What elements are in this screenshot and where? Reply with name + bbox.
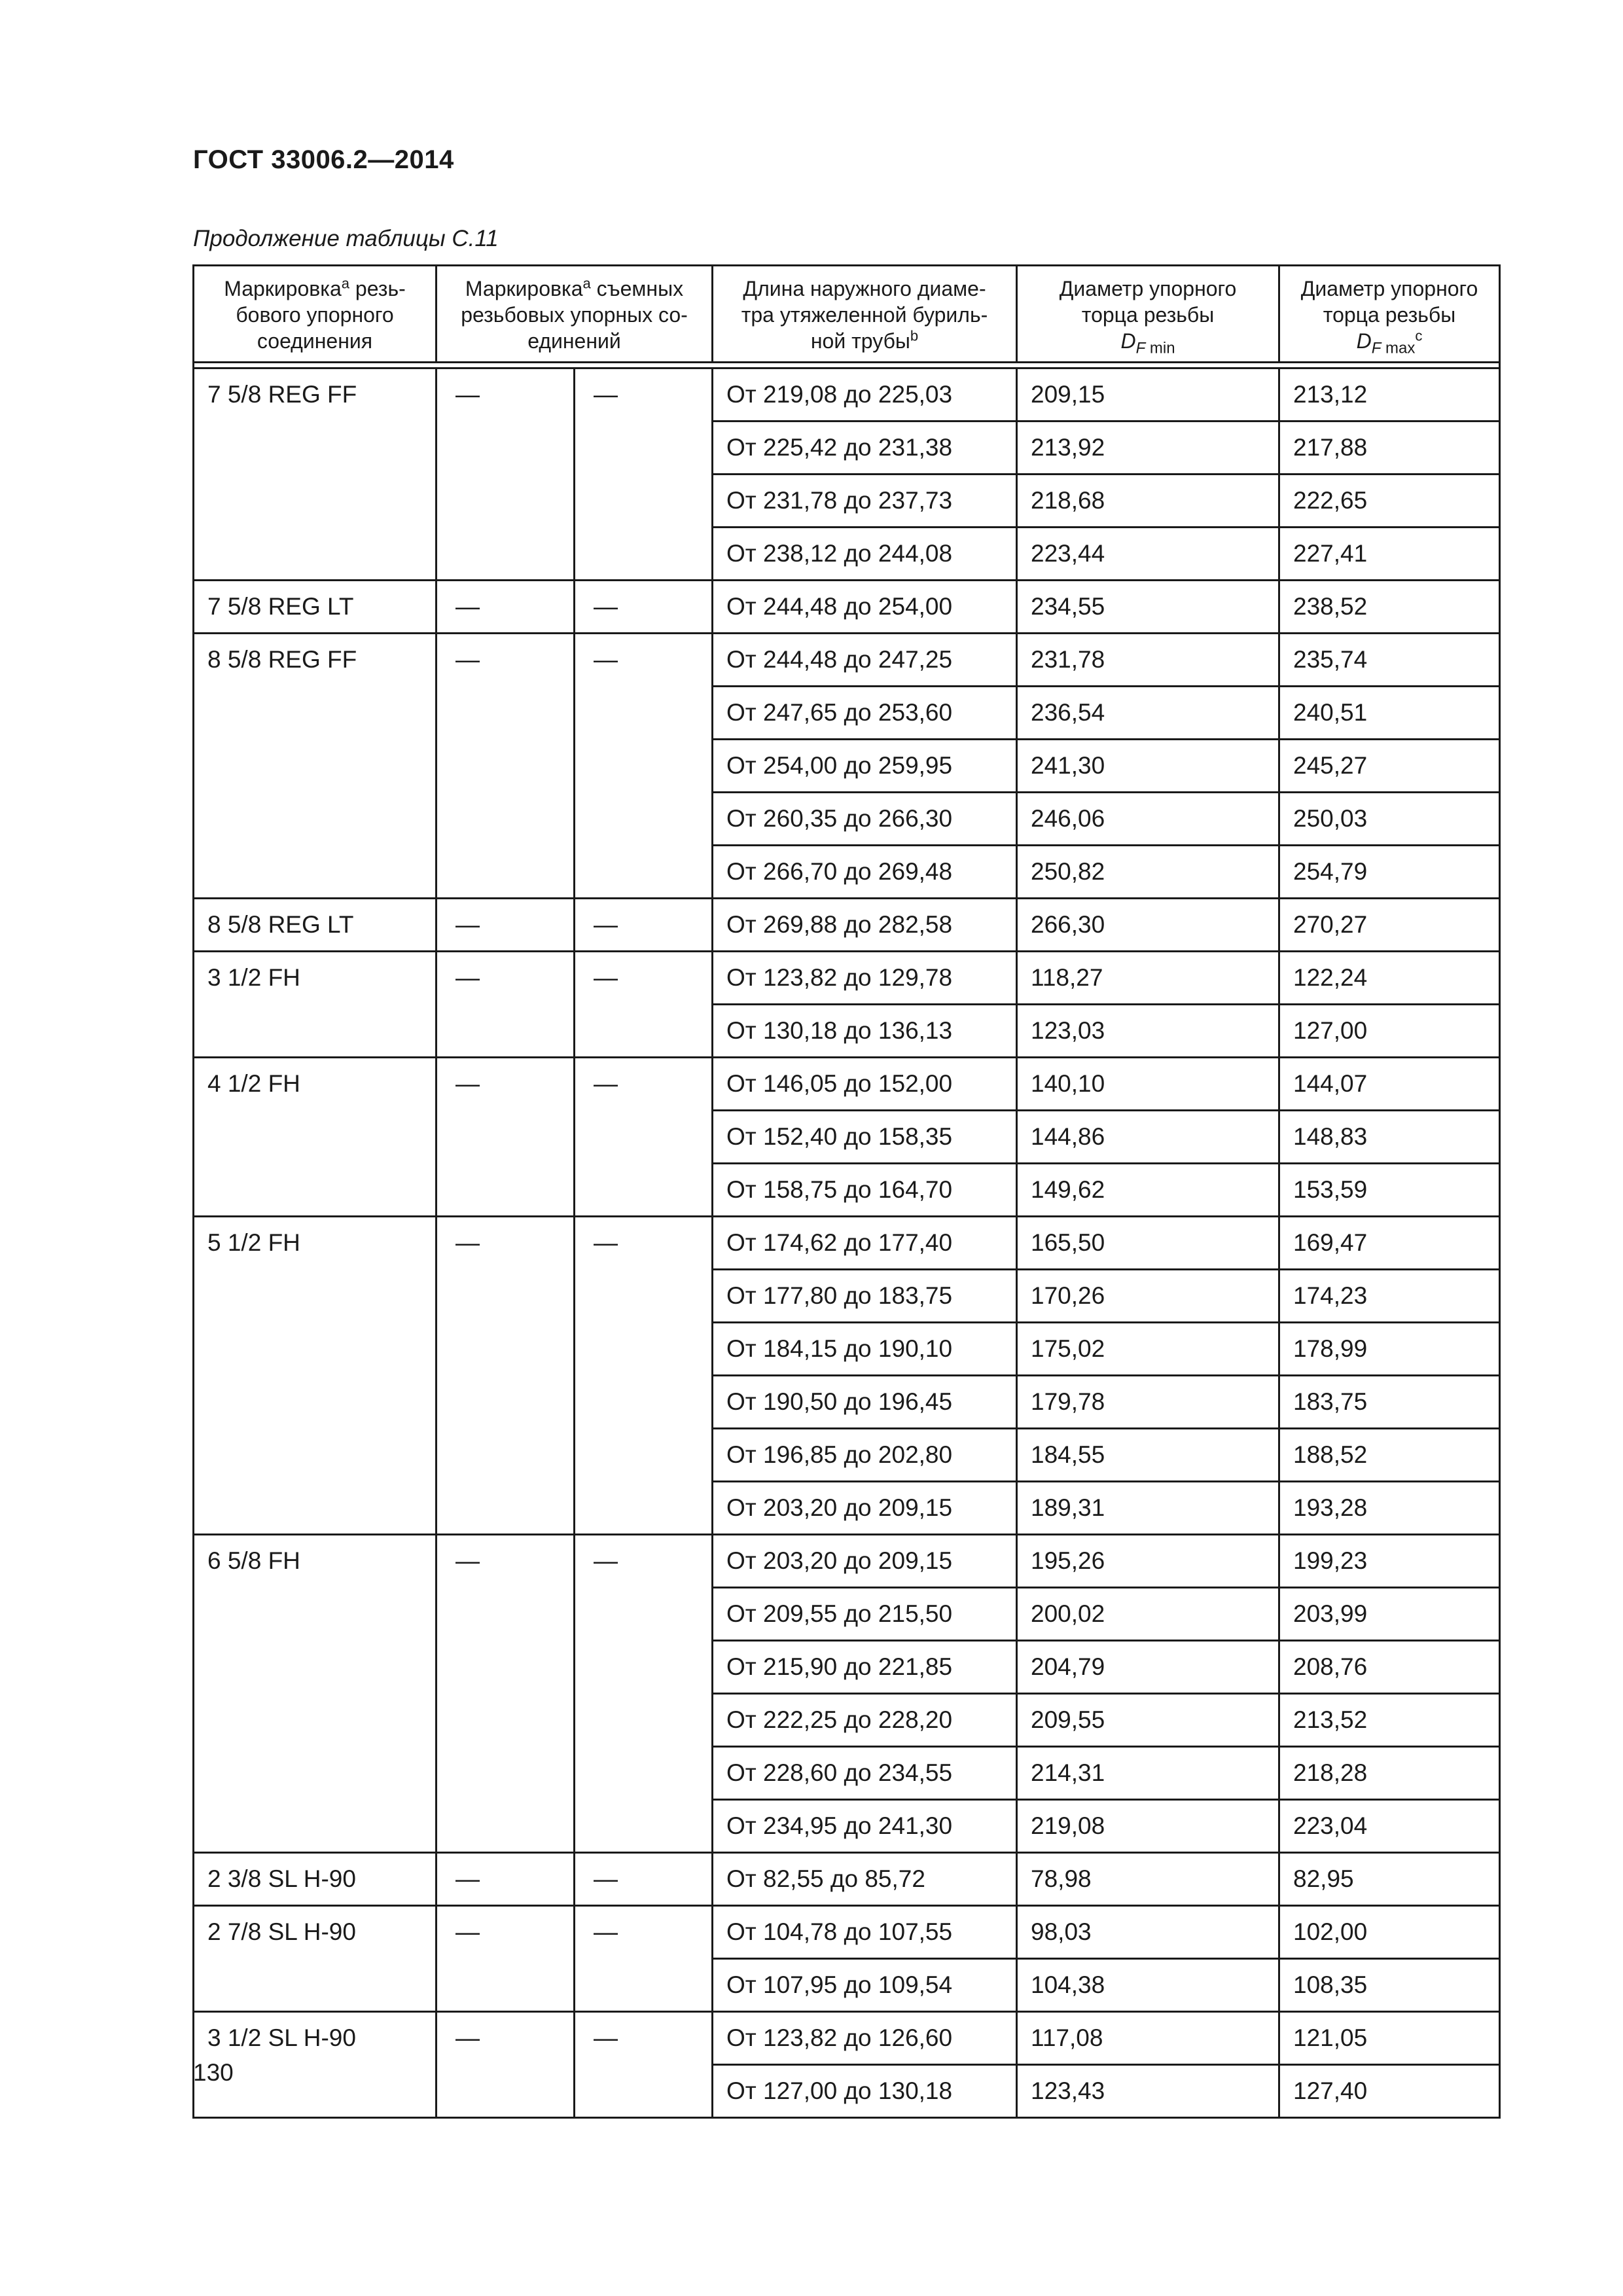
removable-marking-cell: — bbox=[437, 634, 575, 899]
thread-marking-cell: 8 5/8 REG LT bbox=[194, 899, 437, 952]
df-min-cell: 223,44 bbox=[1017, 528, 1279, 581]
removable-marking-cell: — bbox=[437, 1853, 575, 1906]
df-max-cell: 238,52 bbox=[1279, 581, 1500, 634]
df-max-cell: 240,51 bbox=[1279, 687, 1500, 740]
table-header bbox=[194, 266, 1500, 368]
outer-diameter-cell: От 203,20 до 209,15 bbox=[713, 1482, 1017, 1535]
df-min-cell: 250,82 bbox=[1017, 846, 1279, 899]
outer-diameter-cell: От 222,25 до 228,20 bbox=[713, 1694, 1017, 1747]
df-max-cell: 217,88 bbox=[1279, 422, 1500, 475]
df-max-cell: 235,74 bbox=[1279, 634, 1500, 687]
outer-diameter-cell: От 123,82 до 129,78 bbox=[713, 952, 1017, 1005]
table-row bbox=[194, 899, 1500, 952]
df-min-cell: 165,50 bbox=[1017, 1217, 1279, 1270]
removable-marking-cell: — bbox=[575, 1217, 713, 1535]
df-min-cell: 140,10 bbox=[1017, 1058, 1279, 1111]
df-min-cell: 209,55 bbox=[1017, 1694, 1279, 1747]
removable-marking-cell: — bbox=[575, 1058, 713, 1217]
df-min-cell: 78,98 bbox=[1017, 1853, 1279, 1906]
outer-diameter-cell: От 146,05 до 152,00 bbox=[713, 1058, 1017, 1111]
df-min-cell: 123,03 bbox=[1017, 1005, 1279, 1058]
table-row bbox=[194, 1906, 1500, 1959]
df-min-cell: 118,27 bbox=[1017, 952, 1279, 1005]
outer-diameter-cell: От 152,40 до 158,35 bbox=[713, 1111, 1017, 1164]
outer-diameter-cell: От 203,20 до 209,15 bbox=[713, 1535, 1017, 1588]
df-min-cell: 170,26 bbox=[1017, 1270, 1279, 1323]
table-body bbox=[194, 368, 1500, 2118]
removable-marking-cell: — bbox=[437, 1058, 575, 1217]
table-row bbox=[194, 368, 1500, 422]
df-min-cell: 189,31 bbox=[1017, 1482, 1279, 1535]
df-min-cell: 117,08 bbox=[1017, 2012, 1279, 2065]
table-row bbox=[194, 952, 1500, 1005]
table-row bbox=[194, 1853, 1500, 1906]
document-title: ГОСТ 33006.2—2014 bbox=[193, 145, 454, 174]
table-row bbox=[194, 1535, 1500, 1588]
df-min-cell: 214,31 bbox=[1017, 1747, 1279, 1800]
df-min-cell: 175,02 bbox=[1017, 1323, 1279, 1376]
df-max-cell: 245,27 bbox=[1279, 740, 1500, 793]
df-min-cell: 213,92 bbox=[1017, 422, 1279, 475]
table-row bbox=[194, 634, 1500, 687]
df-max-cell: 102,00 bbox=[1279, 1906, 1500, 1959]
outer-diameter-cell: От 127,00 до 130,18 bbox=[713, 2065, 1017, 2118]
df-min-cell: 236,54 bbox=[1017, 687, 1279, 740]
outer-diameter-cell: От 209,55 до 215,50 bbox=[713, 1588, 1017, 1641]
outer-diameter-cell: От 82,55 до 85,72 bbox=[713, 1853, 1017, 1906]
outer-diameter-cell: От 123,82 до 126,60 bbox=[713, 2012, 1017, 2065]
table-caption: Продолжение таблицы С.11 bbox=[193, 226, 499, 251]
outer-diameter-cell: От 225,42 до 231,38 bbox=[713, 422, 1017, 475]
thread-marking-cell: 2 3/8 SL H-90 bbox=[194, 1853, 437, 1906]
removable-marking-cell: — bbox=[575, 1853, 713, 1906]
df-max-cell: 218,28 bbox=[1279, 1747, 1500, 1800]
thread-marking-cell: 4 1/2 FH bbox=[194, 1058, 437, 1217]
df-min-cell: 98,03 bbox=[1017, 1906, 1279, 1959]
table-row bbox=[194, 581, 1500, 634]
df-max-cell: 153,59 bbox=[1279, 1164, 1500, 1217]
df-min-cell: 209,15 bbox=[1017, 368, 1279, 422]
df-max-cell: 148,83 bbox=[1279, 1111, 1500, 1164]
header-outer-diameter: Длина наружного диаме- тра утяжеленной буриль- ной трубы$^b$ bbox=[713, 266, 1017, 363]
removable-marking-cell: — bbox=[437, 1217, 575, 1535]
df-max-cell: 122,24 bbox=[1279, 952, 1500, 1005]
outer-diameter-cell: От 130,18 до 136,13 bbox=[713, 1005, 1017, 1058]
df-min-cell: 218,68 bbox=[1017, 475, 1279, 528]
thread-marking-cell: 7 5/8 REG LT bbox=[194, 581, 437, 634]
thread-marking-cell: 8 5/8 REG FF bbox=[194, 634, 437, 899]
removable-marking-cell: — bbox=[437, 952, 575, 1058]
thread-marking-cell: 5 1/2 FH bbox=[194, 1217, 437, 1535]
header-removable-marking: Маркировка$^a$ съемных резьбовых упорных со- единений bbox=[437, 266, 713, 363]
df-max-cell: 227,41 bbox=[1279, 528, 1500, 581]
df-max-cell: 188,52 bbox=[1279, 1429, 1500, 1482]
removable-marking-cell: — bbox=[437, 1535, 575, 1853]
removable-marking-cell: — bbox=[575, 952, 713, 1058]
header-df-max: Диаметр упорного торца резьбы $D_{F max}^c$ bbox=[1279, 266, 1500, 363]
df-min-cell: 200,02 bbox=[1017, 1588, 1279, 1641]
outer-diameter-cell: От 174,62 до 177,40 bbox=[713, 1217, 1017, 1270]
df-max-cell: 178,99 bbox=[1279, 1323, 1500, 1376]
removable-marking-cell: — bbox=[575, 634, 713, 899]
df-max-cell: 127,00 bbox=[1279, 1005, 1500, 1058]
df-max-cell: 213,52 bbox=[1279, 1694, 1500, 1747]
thread-marking-cell: 2 7/8 SL H-90 bbox=[194, 1906, 437, 2012]
thread-marking-cell: 3 1/2 SL H-90 bbox=[194, 2012, 437, 2118]
df-max-cell: 108,35 bbox=[1279, 1959, 1500, 2012]
df-max-cell: 270,27 bbox=[1279, 899, 1500, 952]
df-max-cell: 121,05 bbox=[1279, 2012, 1500, 2065]
outer-diameter-cell: От 215,90 до 221,85 bbox=[713, 1641, 1017, 1694]
outer-diameter-cell: От 238,12 до 244,08 bbox=[713, 528, 1017, 581]
outer-diameter-cell: От 158,75 до 164,70 bbox=[713, 1164, 1017, 1217]
removable-marking-cell: — bbox=[575, 899, 713, 952]
df-max-cell: 213,12 bbox=[1279, 368, 1500, 422]
df-max-cell: 174,23 bbox=[1279, 1270, 1500, 1323]
outer-diameter-cell: От 219,08 до 225,03 bbox=[713, 368, 1017, 422]
table-row bbox=[194, 1217, 1500, 1270]
removable-marking-cell: — bbox=[575, 1535, 713, 1853]
outer-diameter-cell: От 184,15 до 190,10 bbox=[713, 1323, 1017, 1376]
table-row bbox=[194, 1058, 1500, 1111]
outer-diameter-cell: От 244,48 до 254,00 bbox=[713, 581, 1017, 634]
outer-diameter-cell: От 231,78 до 237,73 bbox=[713, 475, 1017, 528]
thread-marking-cell: 6 5/8 FH bbox=[194, 1535, 437, 1853]
df-min-cell: 266,30 bbox=[1017, 899, 1279, 952]
df-max-cell: 127,40 bbox=[1279, 2065, 1500, 2118]
outer-diameter-cell: От 107,95 до 109,54 bbox=[713, 1959, 1017, 2012]
outer-diameter-cell: От 234,95 до 241,30 bbox=[713, 1800, 1017, 1853]
outer-diameter-cell: От 228,60 до 234,55 bbox=[713, 1747, 1017, 1800]
df-max-cell: 222,65 bbox=[1279, 475, 1500, 528]
df-min-cell: 144,86 bbox=[1017, 1111, 1279, 1164]
df-min-cell: 241,30 bbox=[1017, 740, 1279, 793]
df-max-cell: 250,03 bbox=[1279, 793, 1500, 846]
outer-diameter-cell: От 244,48 до 247,25 bbox=[713, 634, 1017, 687]
df-max-cell: 144,07 bbox=[1279, 1058, 1500, 1111]
outer-diameter-cell: От 266,70 до 269,48 bbox=[713, 846, 1017, 899]
removable-marking-cell: — bbox=[575, 1906, 713, 2012]
table-row bbox=[194, 2012, 1500, 2065]
thread-marking-cell: 7 5/8 REG FF bbox=[194, 368, 437, 581]
df-min-cell: 123,43 bbox=[1017, 2065, 1279, 2118]
df-max-cell: 169,47 bbox=[1279, 1217, 1500, 1270]
outer-diameter-cell: От 247,65 до 253,60 bbox=[713, 687, 1017, 740]
outer-diameter-cell: От 177,80 до 183,75 bbox=[713, 1270, 1017, 1323]
removable-marking-cell: — bbox=[575, 368, 713, 581]
df-max-cell: 223,04 bbox=[1279, 1800, 1500, 1853]
outer-diameter-cell: От 269,88 до 282,58 bbox=[713, 899, 1017, 952]
removable-marking-cell: — bbox=[437, 581, 575, 634]
header-df-min: Диаметр упорного торца резьбы $D_{F min}$ bbox=[1017, 266, 1279, 363]
removable-marking-cell: — bbox=[437, 899, 575, 952]
outer-diameter-cell: От 104,78 до 107,55 bbox=[713, 1906, 1017, 1959]
df-min-cell: 231,78 bbox=[1017, 634, 1279, 687]
df-max-cell: 199,23 bbox=[1279, 1535, 1500, 1588]
removable-marking-cell: — bbox=[575, 581, 713, 634]
df-min-cell: 184,55 bbox=[1017, 1429, 1279, 1482]
header-thread-marking: Маркировка$^a$ резь- бового упорного соединения bbox=[194, 266, 437, 363]
df-min-cell: 195,26 bbox=[1017, 1535, 1279, 1588]
df-max-cell: 82,95 bbox=[1279, 1853, 1500, 1906]
outer-diameter-cell: От 190,50 до 196,45 bbox=[713, 1376, 1017, 1429]
df-max-cell: 208,76 bbox=[1279, 1641, 1500, 1694]
df-min-cell: 204,79 bbox=[1017, 1641, 1279, 1694]
removable-marking-cell: — bbox=[437, 368, 575, 581]
df-min-cell: 219,08 bbox=[1017, 1800, 1279, 1853]
outer-diameter-cell: От 260,35 до 266,30 bbox=[713, 793, 1017, 846]
outer-diameter-cell: От 254,00 до 259,95 bbox=[713, 740, 1017, 793]
df-max-cell: 183,75 bbox=[1279, 1376, 1500, 1429]
header-separator bbox=[194, 363, 1500, 368]
removable-marking-cell: — bbox=[437, 2012, 575, 2118]
df-max-cell: 203,99 bbox=[1279, 1588, 1500, 1641]
outer-diameter-cell: От 196,85 до 202,80 bbox=[713, 1429, 1017, 1482]
df-min-cell: 149,62 bbox=[1017, 1164, 1279, 1217]
df-max-cell: 254,79 bbox=[1279, 846, 1500, 899]
thread-marking-cell: 3 1/2 FH bbox=[194, 952, 437, 1058]
df-min-cell: 179,78 bbox=[1017, 1376, 1279, 1429]
page-number: 130 bbox=[193, 2059, 234, 2086]
removable-marking-cell: — bbox=[575, 2012, 713, 2118]
data-table bbox=[192, 264, 1501, 2119]
df-min-cell: 234,55 bbox=[1017, 581, 1279, 634]
df-max-cell: 193,28 bbox=[1279, 1482, 1500, 1535]
df-min-cell: 246,06 bbox=[1017, 793, 1279, 846]
removable-marking-cell: — bbox=[437, 1906, 575, 2012]
df-min-cell: 104,38 bbox=[1017, 1959, 1279, 2012]
